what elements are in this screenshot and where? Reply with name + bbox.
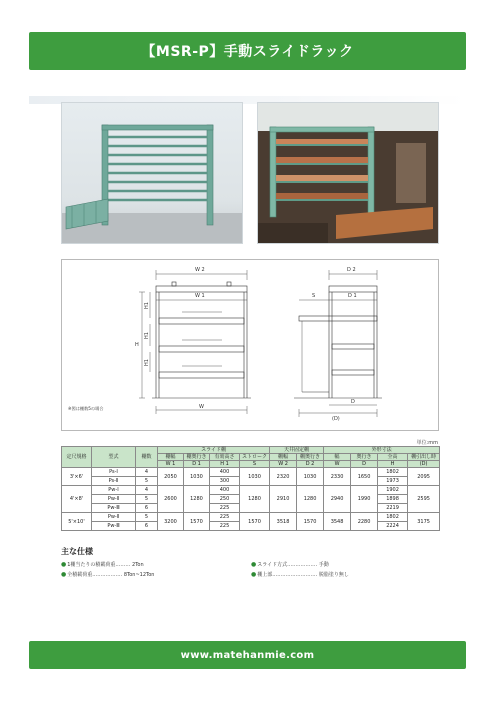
label-d1: D 1 — [348, 293, 357, 299]
code-w2: W 2 — [270, 461, 297, 468]
cell-h: 1902 — [378, 486, 408, 495]
cell-w: 2330 — [324, 468, 351, 486]
table-row — [62, 486, 440, 495]
cell-w2: 3518 — [270, 513, 297, 531]
cell-model: Pw-Ⅲ — [92, 522, 136, 531]
cell-w: 2940 — [324, 486, 351, 513]
label-s: S — [312, 293, 316, 299]
header-out-h: 全高 — [378, 454, 408, 461]
bullet-icon: ● — [61, 561, 67, 568]
cell-h: 2224 — [378, 522, 408, 531]
header-pull: 棚引出し時 — [408, 454, 440, 461]
cell-std: 5'×10' — [62, 513, 92, 531]
code-d2: D 2 — [297, 461, 324, 468]
code-d1: D 1 — [184, 461, 210, 468]
dimension-drawing-graphic — [62, 260, 438, 430]
cell-d: 2280 — [351, 513, 378, 531]
cell-w1: 2600 — [158, 486, 184, 513]
header-top-w: 棚幅 — [270, 454, 297, 461]
header-shelves: 棚数 — [136, 447, 158, 468]
cell-pull: 2095 — [408, 468, 440, 486]
cell-model: Ps-Ⅱ — [92, 477, 136, 486]
label-w: W — [199, 404, 204, 410]
cell-h: 1802 — [378, 468, 408, 477]
label-h: H — [135, 342, 139, 348]
cell-model: Pw-Ⅱ — [92, 513, 136, 522]
header-top-group: 天井固定棚 — [270, 447, 324, 454]
spec-item-top — [251, 571, 349, 578]
label-d: D — [351, 399, 355, 405]
code-dp: (D) — [408, 461, 440, 468]
rack-photo-loaded-graphic — [258, 103, 438, 243]
cell-s: 1280 — [240, 486, 270, 513]
cell-pull: 2595 — [408, 486, 440, 513]
cell-std: 3'×6' — [62, 468, 92, 486]
header-inner-d: 棚奥行き — [184, 454, 210, 461]
header-stroke: ストローク — [240, 454, 270, 461]
cell-shelves: 6 — [136, 522, 158, 531]
dimension-drawing — [61, 259, 439, 431]
cell-s: 1570 — [240, 513, 270, 531]
header-outer-group: 外形寸法 — [324, 447, 440, 454]
header-top-d: 棚奥行き — [297, 454, 324, 461]
cell-d2: 1030 — [297, 468, 324, 486]
cell-shelves: 5 — [136, 477, 158, 486]
cell-w: 3548 — [324, 513, 351, 531]
rack-photo-empty — [61, 102, 243, 244]
cell-h1: 400 — [210, 468, 240, 477]
spec-total-text: 全積載荷重……………… 8Ton~12Ton — [67, 572, 155, 578]
cell-shelves: 4 — [136, 486, 158, 495]
cell-w2: 2910 — [270, 486, 297, 513]
spec-slide-text: スライド方式……………… 手動 — [257, 562, 329, 568]
table-row — [62, 513, 440, 522]
label-h1-b: H1 — [144, 332, 150, 339]
cell-d: 1650 — [351, 468, 378, 486]
bullet-icon: ● — [251, 561, 257, 568]
cell-model: Pw-Ⅲ — [92, 504, 136, 513]
cell-h: 2219 — [378, 504, 408, 513]
cell-w1: 2050 — [158, 468, 184, 486]
header-slide-group: スライド棚 — [158, 447, 270, 454]
cell-h1: 225 — [210, 513, 240, 522]
cell-shelves: 6 — [136, 504, 158, 513]
cell-d1: 1030 — [184, 468, 210, 486]
spec-item-total — [61, 571, 154, 578]
specs-heading: 主な仕様 — [61, 547, 93, 556]
page-title: 【MSR-P】手動スライドラック — [29, 32, 466, 70]
cell-shelves: 5 — [136, 495, 158, 504]
cell-s: 1030 — [240, 468, 270, 486]
cell-d1: 1280 — [184, 486, 210, 513]
label-d-paren: (D) — [332, 416, 340, 422]
cell-std: 4'×8' — [62, 486, 92, 513]
cell-model: Ps-Ⅰ — [92, 468, 136, 477]
cell-h: 1802 — [378, 513, 408, 522]
bullet-icon: ● — [251, 571, 257, 578]
cell-h1: 225 — [210, 504, 240, 513]
cell-h1: 400 — [210, 486, 240, 495]
cell-d2: 1570 — [297, 513, 324, 531]
cell-shelves: 4 — [136, 468, 158, 477]
label-w1: W 1 — [195, 293, 205, 299]
bullet-icon: ● — [61, 571, 67, 578]
cell-h: 1898 — [378, 495, 408, 504]
label-d2: D 2 — [347, 267, 356, 273]
spec-load-text: 1棚当たりの積載荷重……… 2Ton — [67, 562, 144, 568]
header-std: 定尺規格 — [62, 447, 92, 468]
cell-h: 1973 — [378, 477, 408, 486]
unit-label: 単位:mm — [416, 440, 438, 446]
cell-h1: 250 — [210, 495, 240, 504]
header-model: 型式 — [92, 447, 136, 468]
cell-d: 1990 — [351, 486, 378, 513]
cell-model: Pw-Ⅱ — [92, 495, 136, 504]
rack-photo-empty-graphic — [62, 103, 242, 243]
rack-photo-loaded — [257, 102, 439, 244]
header-inner-w: 棚幅 — [158, 454, 184, 461]
spec-item-load — [61, 561, 144, 568]
cell-h1: 225 — [210, 522, 240, 531]
table-row — [62, 468, 440, 477]
cell-w2: 2320 — [270, 468, 297, 486]
cell-model: Pw-Ⅰ — [92, 486, 136, 495]
spec-top-text: 棚上部……………………… 脱脂塗り無し — [257, 572, 349, 578]
header-out-w: 幅 — [324, 454, 351, 461]
code-d: D — [351, 461, 378, 468]
cell-w1: 3200 — [158, 513, 184, 531]
site-url[interactable]: www.matehanmie.com — [29, 641, 466, 669]
code-s: S — [240, 461, 270, 468]
header-eff-h: 有効高さ — [210, 454, 240, 461]
code-h: H — [378, 461, 408, 468]
label-w2: W 2 — [195, 267, 205, 273]
spec-table — [61, 446, 440, 531]
cell-h1: 300 — [210, 477, 240, 486]
label-h1-c: H1 — [144, 359, 150, 366]
code-h1: H 1 — [210, 461, 240, 468]
label-h1-a: H1 — [144, 302, 150, 309]
header-out-d: 奥行き — [351, 454, 378, 461]
code-w: W — [324, 461, 351, 468]
spec-item-slide — [251, 561, 329, 568]
cell-pull: 3175 — [408, 513, 440, 531]
code-w1: W 1 — [158, 461, 184, 468]
drawing-note: ※図は棚数5の場合 — [68, 406, 104, 411]
cell-d2: 1280 — [297, 486, 324, 513]
cell-shelves: 5 — [136, 513, 158, 522]
table-group-header-row — [62, 447, 440, 454]
cell-d1: 1570 — [184, 513, 210, 531]
